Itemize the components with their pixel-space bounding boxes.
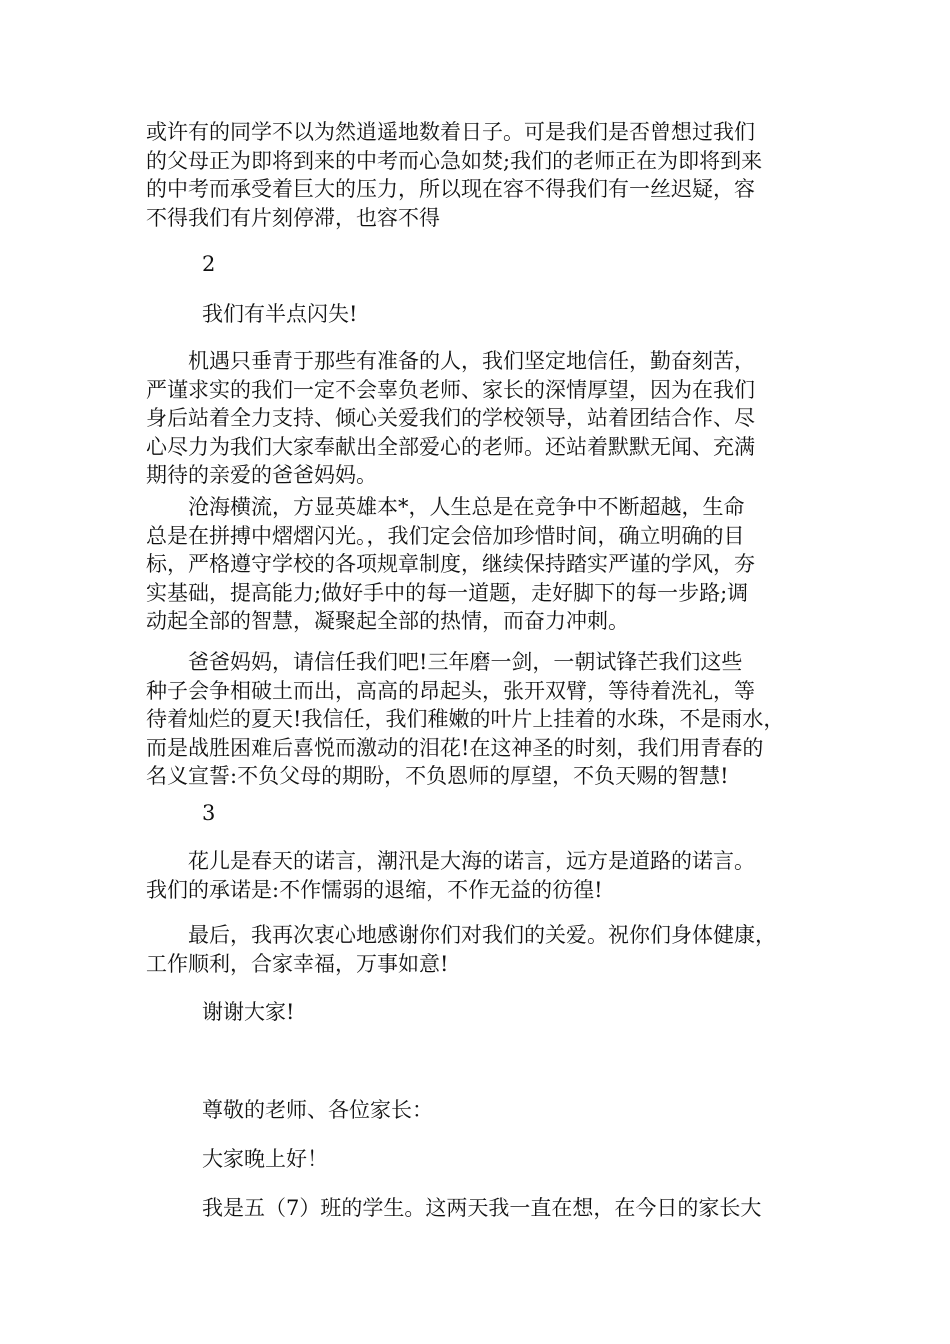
text-line: 标，严格遵守学校的各项规章制度，继续保持踏实严谨的学风，夯 <box>146 552 755 576</box>
paragraph-5 <box>146 648 816 791</box>
paragraph-6 <box>146 847 816 904</box>
paragraph-3 <box>146 347 816 490</box>
page-number-3: 3 <box>202 801 216 825</box>
text-line: 种子会争相破土而出，高高的昂起头，张开双臂，等待着洗礼，等 <box>146 678 755 703</box>
text-line: 我们的承诺是:不作懦弱的退缩，不作无益的彷徨! <box>146 877 603 902</box>
text-line: 待着灿烂的夏天!我信任，我们稚嫩的叶片上挂着的水珠，不是雨水， <box>146 707 785 731</box>
text-line: 工作顺利，合家幸福，万事如意! <box>146 951 449 976</box>
paragraph-11: 我是五（7）班的学生。这两天我一直在想，在今日的家长大 <box>202 1196 762 1220</box>
text-line: 实基础，提高能力;做好手中的每一道题，走好脚下的每一步路;调 <box>146 580 749 605</box>
paragraph-8: 谢谢大家! <box>202 1000 295 1024</box>
text-line: 机遇只垂青于那些有准备的人，我们坚定地信任，勤奋刻苦， <box>146 349 755 373</box>
greeting: 大家晚上好！ <box>202 1147 328 1171</box>
paragraph-7 <box>146 921 816 978</box>
text-line: 不得我们有片刻停滞，也容不得 <box>146 205 440 230</box>
paragraph-4 <box>146 493 816 636</box>
text-line: 最后，我再次衷心地感谢你们对我们的关爱。祝你们身体健康， <box>146 923 776 947</box>
paragraph-2: 我们有半点闪失! <box>202 302 358 326</box>
paragraph-1 <box>146 118 816 232</box>
text-line: 的父母正为即将到来的中考而心急如焚;我们的老师正在为即将到来 <box>146 148 763 173</box>
text-line: 而是战胜困难后喜悦而激动的泪花!在这神圣的时刻，我们用青春的 <box>146 735 764 760</box>
text-line: 名义宣誓:不负父母的期盼，不负恩师的厚望，不负天赐的智慧! <box>146 764 729 788</box>
text-line: 爸爸妈妈，请信任我们吧!三年磨一剑，一朝试锋芒我们这些 <box>146 650 743 674</box>
text-line: 期待的亲爱的爸爸妈妈。 <box>146 463 377 487</box>
text-line: 严谨求实的我们一定不会辜负老师、家长的深情厚望，因为在我们 <box>146 377 755 402</box>
text-line: 身后站着全力支持、倾心关爱我们的学校领导，站着团结合作、尽 <box>146 406 755 430</box>
text-line: 或许有的同学不以为然逍遥地数着日子。可是我们是否曾想过我们 <box>146 120 755 144</box>
text-line: 总是在拼搏中熠熠闪光。，我们定会倍加珍惜时间，确立明确的目 <box>146 523 745 548</box>
salutation: 尊敬的老师、各位家长： <box>202 1098 433 1122</box>
text-line: 心尽力为我们大家奉献出全部爱心的老师。还站着默默无闻、充满 <box>146 434 755 459</box>
text-line: 的中考而承受着巨大的压力，所以现在容不得我们有一丝迟疑，容 <box>146 177 755 201</box>
text-line: 动起全部的智慧，凝聚起全部的热情，而奋力冲刺。 <box>146 609 629 633</box>
text-line: 沧海横流，方显英雄本*，人生总是在竞争中不断超越，生命 <box>146 495 745 519</box>
text-line: 花儿是春天的诺言，潮汛是大海的诺言，远方是道路的诺言。 <box>146 849 755 873</box>
page-number-2: 2 <box>202 252 216 276</box>
